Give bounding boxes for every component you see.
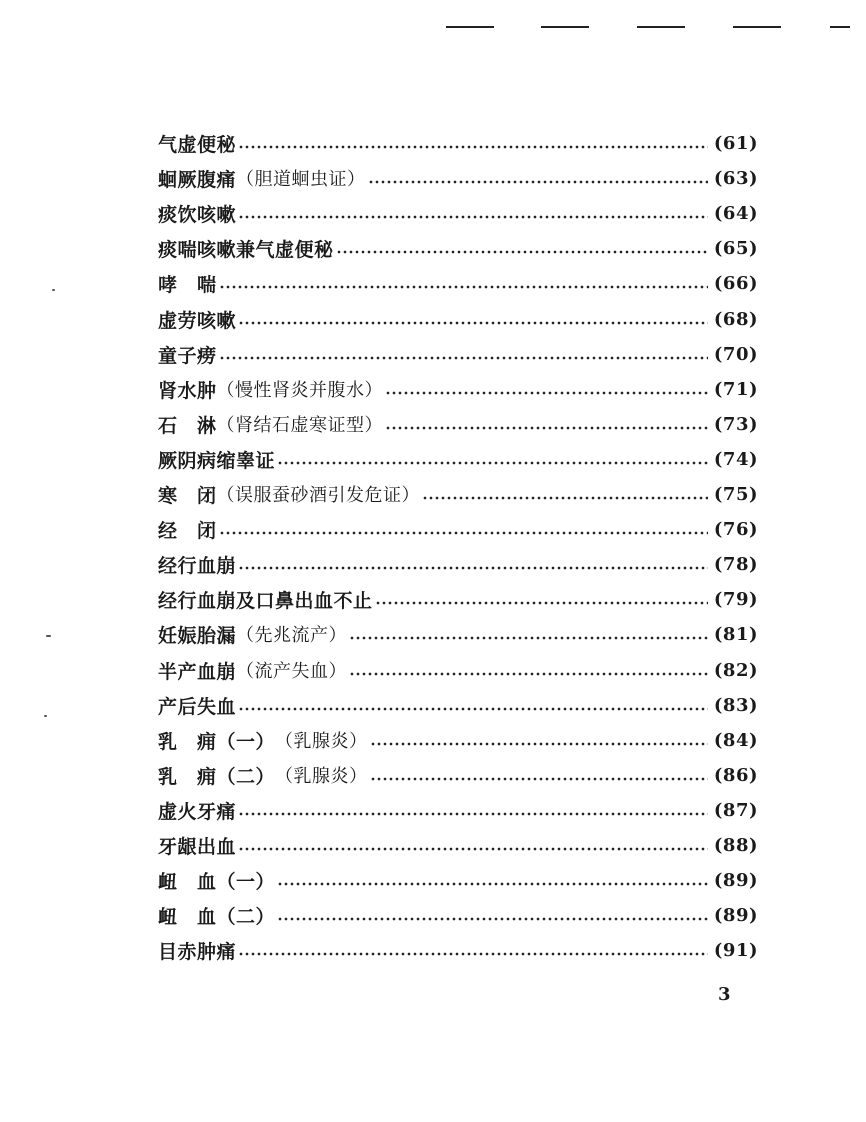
entry-page-number: (86) <box>713 764 758 786</box>
entry-page-number: (89) <box>713 869 758 891</box>
dot-leader <box>238 794 708 826</box>
entry-title: 寒 闭 <box>158 484 217 507</box>
entry-title: 哮 喘 <box>158 273 217 296</box>
entry-title: 虚火牙痛 <box>158 800 237 823</box>
toc-entry <box>158 197 758 229</box>
entry-page-number: (78) <box>713 553 758 575</box>
entry-note: （流产失血） <box>236 661 348 682</box>
entry-page-number: (79) <box>713 588 758 610</box>
page-number: 3 <box>718 984 731 1005</box>
dot-leader <box>238 197 708 229</box>
dot-leader <box>238 829 708 861</box>
entry-page-number: (71) <box>713 378 758 400</box>
dot-leader <box>277 899 708 931</box>
entry-title: 石 淋 <box>158 414 217 437</box>
entry-title: 虚劳咳嗽 <box>158 309 237 332</box>
dot-leader <box>219 513 708 545</box>
toc-entry <box>158 864 758 896</box>
entry-title: 经行血崩及口鼻出血不止 <box>158 589 373 612</box>
dot-leader <box>336 232 708 264</box>
entry-title: 衄 血（二） <box>158 905 276 928</box>
toc-entry <box>158 443 758 475</box>
dot-leader <box>370 724 708 756</box>
entry-title: 乳 痈（二） <box>158 765 276 788</box>
toc-entry <box>158 338 758 370</box>
dot-leader <box>238 934 708 966</box>
dot-leader <box>385 373 708 405</box>
entry-page-number: (74) <box>713 448 758 470</box>
toc-entry <box>158 162 758 194</box>
toc-entry <box>158 548 758 580</box>
dot-leader <box>368 162 708 194</box>
toc-entry <box>158 654 758 686</box>
entry-page-number: (61) <box>713 132 758 154</box>
toc-entry <box>158 303 758 335</box>
entry-page-number: (88) <box>713 834 758 856</box>
dot-leader <box>238 548 708 580</box>
toc-entry <box>158 829 758 861</box>
entry-note: （误服蚕砂酒引发危证） <box>216 485 421 506</box>
dot-leader <box>277 864 708 896</box>
entry-title: 厥阴病缩睾证 <box>158 449 276 472</box>
entry-title: 痰饮咳嗽 <box>158 203 237 226</box>
toc-entry <box>158 408 758 440</box>
toc-entry <box>158 618 758 650</box>
toc-entry <box>158 267 758 299</box>
toc-entry <box>158 127 758 159</box>
entry-title: 蛔厥腹痛 <box>158 168 237 191</box>
toc-entry <box>158 478 758 510</box>
entry-page-number: (68) <box>713 308 758 330</box>
entry-page-number: (75) <box>713 483 758 505</box>
toc-entry <box>158 689 758 721</box>
toc-entry <box>158 934 758 966</box>
dot-leader <box>238 127 708 159</box>
dot-leader <box>349 618 708 650</box>
toc-entry <box>158 232 758 264</box>
entry-title: 衄 血（一） <box>158 870 276 893</box>
entry-page-number: (63) <box>713 167 758 189</box>
entry-title: 妊娠胎漏 <box>158 624 237 647</box>
toc-entry <box>158 583 758 615</box>
entry-page-number: (65) <box>713 237 758 259</box>
dot-leader <box>349 654 708 686</box>
dot-leader <box>238 689 708 721</box>
entry-note: （慢性肾炎并腹水） <box>216 380 384 401</box>
entry-title: 目赤肿痛 <box>158 940 237 963</box>
entry-page-number: (64) <box>713 202 758 224</box>
entry-page-number: (83) <box>713 694 758 716</box>
entry-page-number: (81) <box>713 623 758 645</box>
entry-note: （胆道蛔虫证） <box>236 169 366 190</box>
toc-entry <box>158 794 758 826</box>
entry-title: 产后失血 <box>158 695 237 718</box>
dot-leader <box>219 267 708 299</box>
entry-note: （乳腺炎） <box>275 766 368 787</box>
dot-leader <box>219 338 708 370</box>
entry-page-number: (87) <box>713 799 758 821</box>
dot-leader <box>370 759 708 791</box>
entry-page-number: (76) <box>713 518 758 540</box>
entry-title: 经 闭 <box>158 519 217 542</box>
entry-note: （乳腺炎） <box>275 731 368 752</box>
entry-title: 痰喘咳嗽兼气虚便秘 <box>158 238 334 261</box>
entry-page-number: (66) <box>713 272 758 294</box>
toc-entry <box>158 724 758 756</box>
entry-title: 牙龈出血 <box>158 835 237 858</box>
entry-page-number: (82) <box>713 659 758 681</box>
entry-title: 肾水肿 <box>158 379 217 402</box>
toc-entry <box>158 899 758 931</box>
entry-title: 童子痨 <box>158 344 217 367</box>
entry-note: （先兆流产） <box>236 625 348 646</box>
entry-title: 半产血崩 <box>158 660 237 683</box>
entry-page-number: (91) <box>713 939 758 961</box>
entry-title: 气虚便秘 <box>158 133 237 156</box>
dot-leader <box>385 408 708 440</box>
entry-page-number: (70) <box>713 343 758 365</box>
dot-leader <box>238 303 708 335</box>
dot-leader <box>277 443 708 475</box>
dot-leader <box>422 478 708 510</box>
entry-note: （肾结石虚寒证型） <box>216 415 384 436</box>
entry-page-number: (73) <box>713 413 758 435</box>
toc-entry <box>158 759 758 791</box>
entry-title: 乳 痈（一） <box>158 730 276 753</box>
toc-entry <box>158 373 758 405</box>
entry-page-number: (89) <box>713 904 758 926</box>
toc-entry <box>158 513 758 545</box>
dot-leader <box>375 583 708 615</box>
entry-page-number: (84) <box>713 729 758 751</box>
entry-title: 经行血崩 <box>158 554 237 577</box>
